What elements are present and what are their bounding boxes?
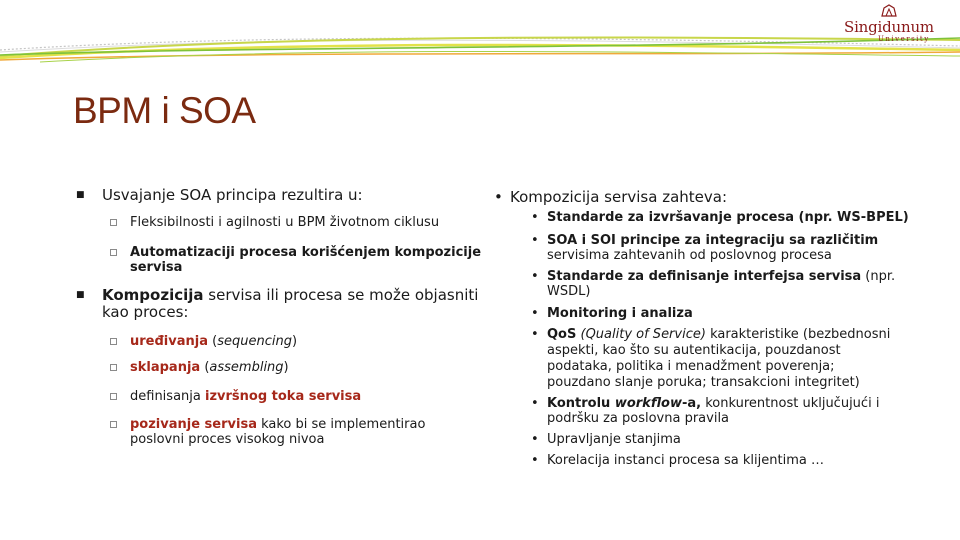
bullet-icon: •	[531, 396, 539, 411]
req-3-line1: Standarde za definisanje interfejsa servisa (npr.	[547, 269, 896, 284]
left-sub-2-line1: Automatizaciji procesa korišćenjem kompozicije	[130, 245, 482, 260]
bullet-icon: •	[531, 210, 539, 225]
right-heading: Kompozicija servisa zahteva:	[510, 188, 727, 206]
req-5-line2: aspekti, kao što su autentikacija, pouzdanost	[547, 343, 841, 358]
hollow-square-bullet-icon	[110, 249, 117, 256]
hollow-square-bullet-icon	[110, 421, 117, 428]
hollow-square-bullet-icon	[110, 393, 117, 400]
left-sub-1: Fleksibilnosti i agilnosti u BPM životnom ciklusu	[130, 215, 440, 230]
composition-step-4-line2: poslovni proces visokog nivoa	[130, 432, 325, 447]
req-5-line4: pouzdano slanje poruka; transakcioni integritet)	[547, 375, 860, 390]
composition-step-3: definisanja izvršnog toka servisa	[130, 389, 362, 404]
left-point-2-line2: kao proces:	[102, 303, 189, 321]
req-5-line1: QoS (Quality of Service) karakteristike (bezbednosni	[547, 327, 891, 342]
composition-term: Kompozicija	[102, 286, 204, 304]
logo-name: Singidunum	[844, 18, 934, 36]
req-6-line2: podršku za poslovna pravila	[547, 411, 730, 426]
bullet-icon: •	[531, 233, 539, 248]
req-2-line1: SOA i SOI principe za integraciju sa različitim	[547, 233, 879, 248]
req-6-line1: Kontrolu workflow-a, konkurentnost uključujući i	[547, 396, 880, 411]
req-1: Standarde za izvršavanje procesa (npr. WS-BPEL)	[547, 210, 909, 225]
req-3-line2: WSDL)	[547, 284, 591, 299]
left-sub-2-line2: servisa	[130, 260, 183, 275]
header-decoration	[0, 0, 960, 80]
composition-step-2: sklapanja (assembling)	[130, 360, 289, 375]
singidunum-logo	[838, 4, 938, 44]
bullet-icon: •	[494, 188, 503, 206]
bullet-icon: •	[531, 453, 539, 468]
hollow-square-bullet-icon	[110, 364, 117, 371]
bullet-icon: •	[531, 306, 539, 321]
crest-icon	[880, 4, 898, 18]
slide-title: BPM i SOA	[73, 90, 256, 131]
left-point-2	[102, 287, 478, 304]
bullet-icon: •	[531, 327, 539, 342]
req-8: Korelacija instanci procesa sa klijentima …	[547, 453, 824, 468]
square-bullet-icon: ■	[76, 190, 85, 200]
req-5-line3: podataka, politika i menadžment poverenja;	[547, 359, 835, 374]
composition-step-1: uređivanja (sequencing)	[130, 334, 298, 349]
req-7: Upravljanje stanjima	[547, 432, 681, 447]
left-point-1: Usvajanje SOA principa rezultira u:	[102, 186, 363, 204]
composition-step-4: pozivanje servisa kako bi se implementirao	[130, 417, 426, 432]
req-2-line2: servisima zahtevanih od poslovnog procesa	[547, 248, 832, 263]
req-4: Monitoring i analiza	[547, 306, 693, 321]
hollow-square-bullet-icon	[110, 219, 117, 226]
logo-subtitle: University	[878, 35, 930, 43]
left-point-2-rest: servisa ili procesa se može objasniti	[203, 286, 479, 304]
bullet-icon: •	[531, 432, 539, 447]
square-bullet-icon: ■	[76, 290, 85, 300]
hollow-square-bullet-icon	[110, 338, 117, 345]
bullet-icon: •	[531, 269, 539, 284]
